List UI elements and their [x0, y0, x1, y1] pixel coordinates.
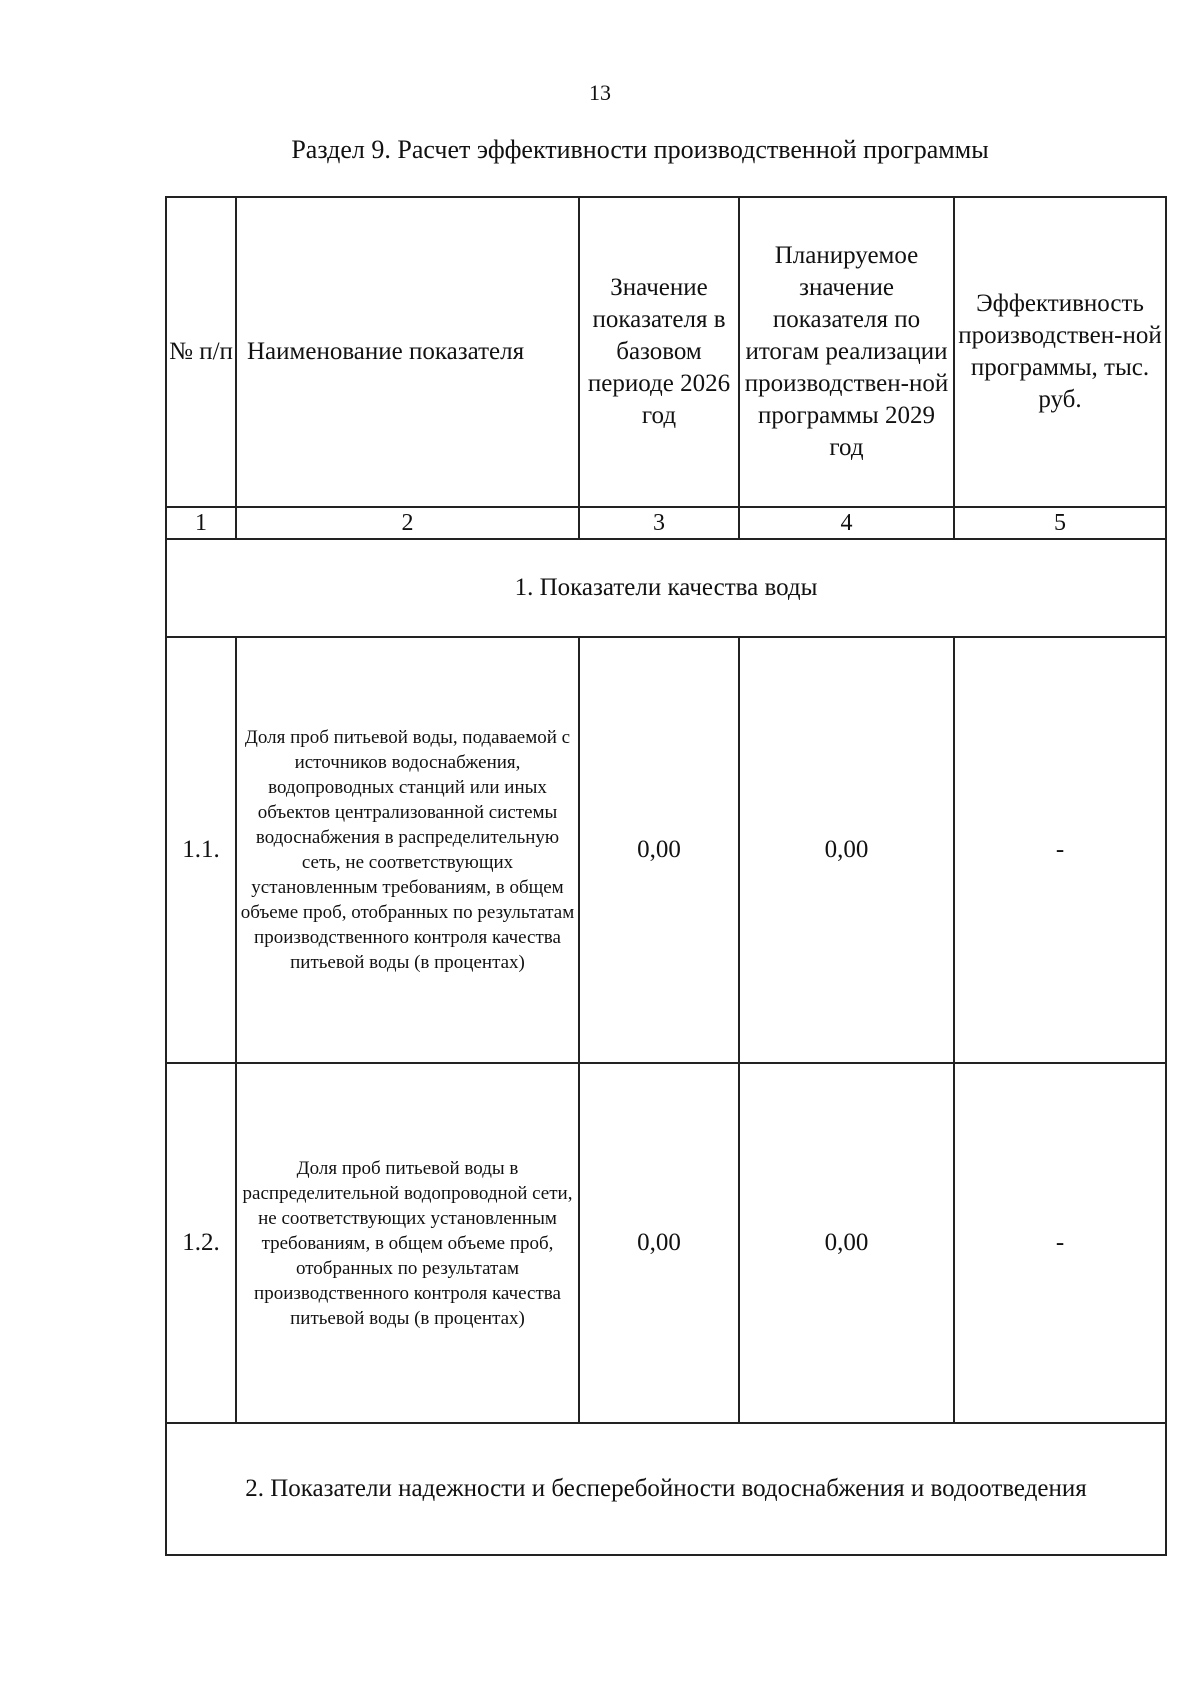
- header-base-value: Значение показателя в базовом периоде 2026 год: [579, 197, 739, 507]
- column-number: 2: [236, 507, 579, 539]
- row-number: 1.1.: [166, 637, 236, 1063]
- header-efficiency: Эффективность производствен-ной программы, тыс. руб.: [954, 197, 1166, 507]
- column-number: 4: [739, 507, 954, 539]
- page-number: 13: [589, 80, 611, 105]
- row-number: 1.2.: [166, 1063, 236, 1423]
- header-number: № п/п: [166, 197, 236, 507]
- row-planned-value: 0,00: [739, 1063, 954, 1423]
- column-number: 5: [954, 507, 1166, 539]
- section-row: [166, 539, 1166, 637]
- section-heading-reliability: 2. Показатели надежности и бесперебойности водоснабжения и водоотведения: [166, 1423, 1166, 1555]
- row-indicator-name: Доля проб питьевой воды, подаваемой с источников водоснабжения, водопроводных станций или иных объектов централизованной системы водоснабжения в распределительную сеть, не соответствующих установленным требованиям, в общем объеме проб, отобранных по результатам производственного контроля качества питьевой воды (в процентах): [236, 637, 579, 1063]
- efficiency-table: [165, 196, 1167, 1556]
- row-planned-value: 0,00: [739, 637, 954, 1063]
- section-heading-water-quality: 1. Показатели качества воды: [166, 539, 1166, 637]
- section-title: Раздел 9. Расчет эффективности производственной программы: [291, 135, 989, 164]
- row-efficiency: -: [954, 1063, 1166, 1423]
- section-row: [166, 1423, 1166, 1555]
- header-indicator-name: Наименование показателя: [236, 197, 579, 507]
- row-indicator-name: Доля проб питьевой воды в распределительной водопроводной сети, не соответствующих установленным требованиям, в общем объеме проб, отобранных по результатам производственного контроля качества питьевой воды (в процентах): [236, 1063, 579, 1423]
- row-base-value: 0,00: [579, 637, 739, 1063]
- column-number: 1: [166, 507, 236, 539]
- column-numbers-row: [166, 507, 1166, 539]
- table-row: [166, 637, 1166, 1063]
- table-header-row: [166, 197, 1166, 507]
- table-row: [166, 1063, 1166, 1423]
- row-base-value: 0,00: [579, 1063, 739, 1423]
- row-efficiency: -: [954, 637, 1166, 1063]
- column-number: 3: [579, 507, 739, 539]
- header-planned-value: Планируемое значение показателя по итогам реализации производствен-ной программы 2029 год: [739, 197, 954, 507]
